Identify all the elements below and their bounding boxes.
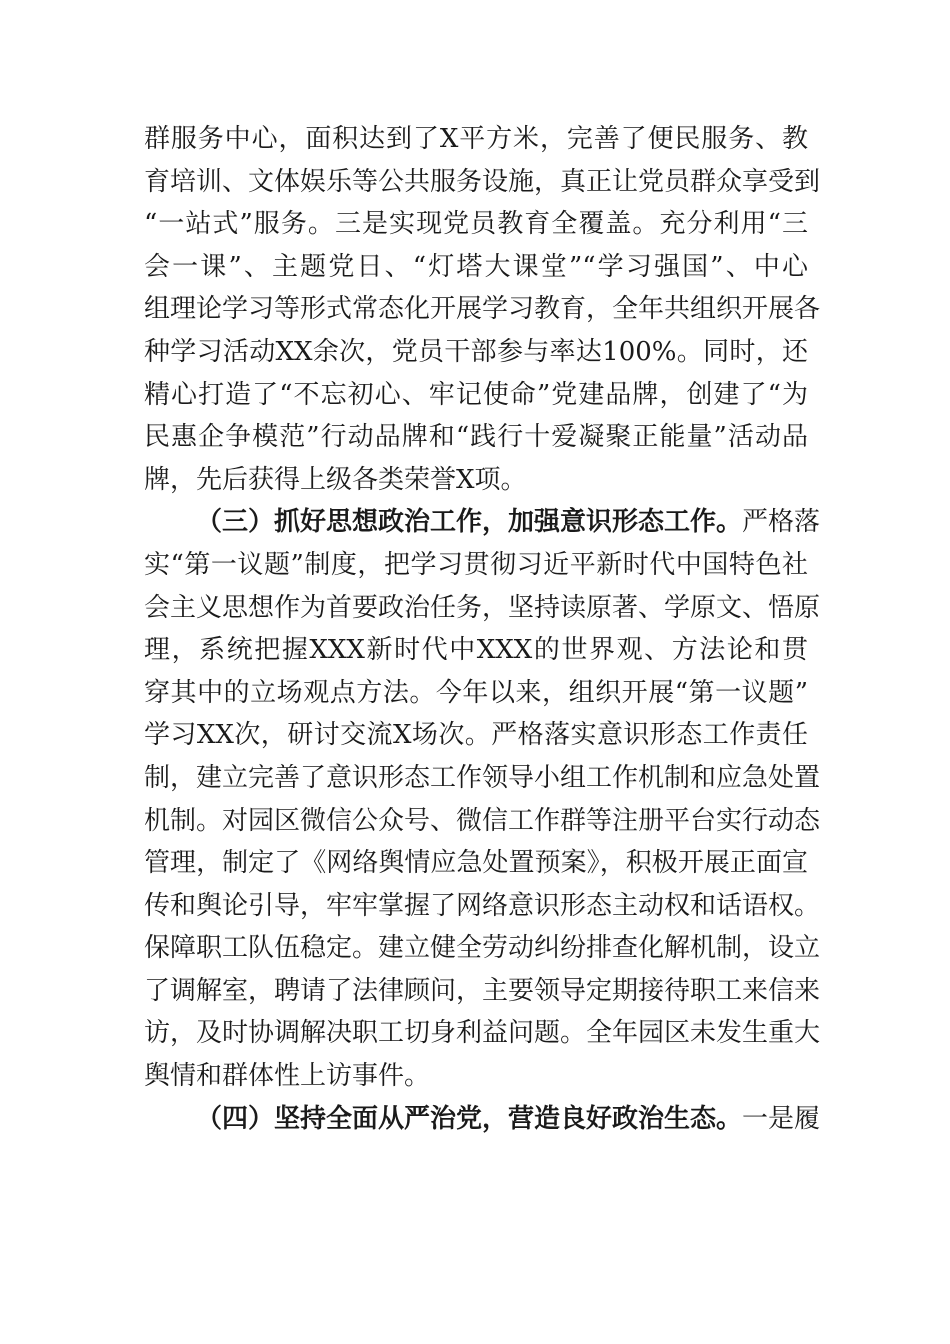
section-4-first-line-rest: 一是履: [742, 1103, 821, 1134]
section-3-first-line: [144, 501, 821, 544]
text-line: 访，及时协调解决职工切身利益问题。全年园区未发生重大: [144, 1018, 821, 1049]
section-4-heading: （四）坚持全面从严治党，营造良好政治生态。: [196, 1103, 743, 1134]
section-3-first-line-rest: 严格落: [742, 507, 821, 538]
text-line: “一站式”服务。三是实现党员教育全覆盖。充分利用“三: [144, 209, 808, 240]
text-line: 民惠企争模范”行动品牌和“践行十爱凝聚正能量”活动品: [144, 422, 808, 453]
text-line: 会主义思想作为首要政治任务，坚持读原著、学原文、悟原: [144, 592, 821, 623]
text-line: 理，系统把握XXX新时代中XXX的世界观、方法论和贯: [144, 635, 808, 666]
text-line: 实“第一议题”制度，把学习贯彻习近平新时代中国特色社: [144, 549, 808, 580]
text-line: 组理论学习等形式常态化开展学习教育，全年共组织开展各: [144, 294, 821, 325]
text-line: 学习XX次，研讨交流X场次。严格落实意识形态工作责任: [144, 720, 808, 751]
text-line: 舆情和群体性上访事件。: [144, 1061, 431, 1092]
section-3-heading: （三）抓好思想政治工作，加强意识形态工作。: [196, 507, 743, 538]
text-line: 群服务中心，面积达到了X平方米，完善了便民服务、教: [144, 124, 808, 154]
text-line: 穿其中的立场观点方法。今年以来，组织开展“第一议题”: [144, 677, 808, 708]
text-line: 种学习活动XX余次，党员干部参与率达100%。同时，还: [144, 336, 808, 367]
text-line: 管理，制定了《网络舆情应急处置预案》，积极开展正面宣: [144, 848, 808, 879]
body-text: [144, 118, 821, 1140]
text-line: 传和舆论引导，牢牢掌握了网络意识形态主动权和话语权。: [144, 890, 821, 921]
text-line: 会一课”、主题党日、“灯塔大课堂”“学习强国”、中心: [144, 251, 808, 282]
text-line: 保障职工队伍稳定。建立健全劳动纠纷排查化解机制，设立: [144, 933, 821, 964]
section-4-first-line: [144, 1098, 821, 1141]
text-line: 机制。对园区微信公众号、微信工作群等注册平台实行动态: [144, 805, 821, 836]
text-line: 牌，先后获得上级各类荣誉X项。: [144, 464, 527, 495]
text-line: 制，建立完善了意识形态工作领导小组工作机制和应急处置: [144, 762, 821, 793]
text-line: 育培训、文体娱乐等公共服务设施，真正让党员群众享受到: [144, 166, 821, 197]
text-line: 了调解室，聘请了法律顾问，主要领导定期接待职工来信来: [144, 975, 821, 1006]
text-line: 精心打造了“不忘初心、牢记使命”党建品牌，创建了“为: [144, 379, 808, 410]
